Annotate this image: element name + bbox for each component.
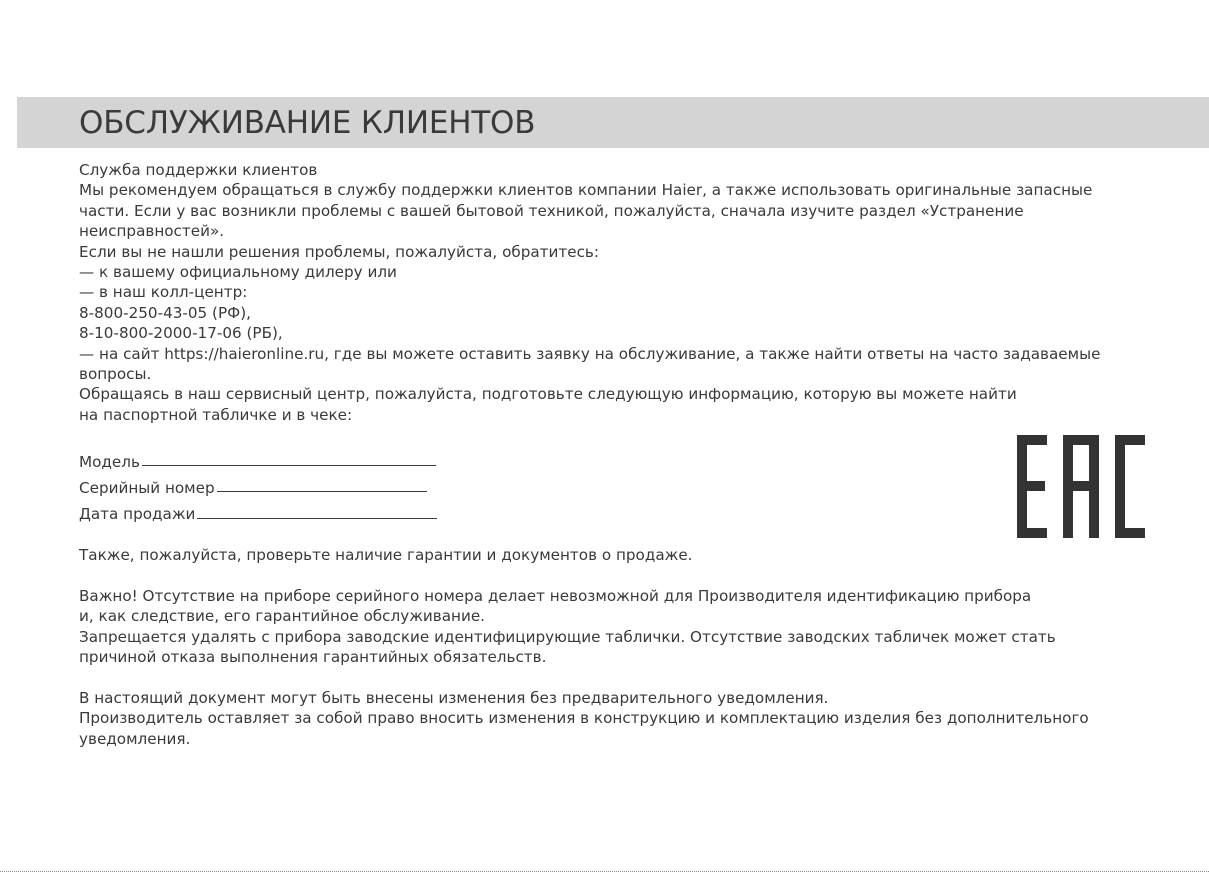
sale-date-fill-line: [197, 518, 437, 519]
model-fill-line: [142, 465, 436, 466]
important-note: Важно! Отсутствие на приборе серийного номера делает невозможной для Производителя идентификацию прибора и, как следствие, его гарантийное обслуживание.: [79, 587, 1032, 626]
eac-certification-mark-icon: [1017, 435, 1145, 538]
serial-label: Серийный номер: [79, 479, 215, 498]
recommendation-paragraph: Мы рекомендуем обращаться в службу поддержки клиентов компании Haier, а также использовать оригинальные запасные части. Если у вас возникли проблемы с вашей бытовой техникой, пожалуйста, сначала изучите раздел «Устранение неисправностей».: [79, 181, 1093, 241]
support-heading: Служба поддержки клиентов: [79, 161, 318, 179]
document-body: [79, 160, 1144, 749]
option-dealer: — к вашему официальному дилеру или: [79, 263, 397, 282]
phone-rf: 8-800-250-43-05 (РФ),: [79, 303, 251, 322]
serial-field-row: [79, 472, 1144, 498]
prepare-info-paragraph: Обращаясь в наш сервисный центр, пожалуйста, подготовьте следующую информацию, которую вы можете найти на паспортной табличке и в чеке:: [79, 385, 1017, 424]
model-label: Модель: [79, 452, 140, 471]
bottom-rule: [0, 871, 1209, 872]
option-website: — на сайт https://haieronline.ru, где вы можете оставить заявку на обслуживание, а также найти ответы на часто задаваемые вопросы.: [79, 344, 1101, 384]
page-title: ОБСЛУЖИВАНИЕ КЛИЕНТОВ: [79, 105, 536, 141]
plates-note: Запрещается удалять с прибора заводские идентифицирующие таблички. Отсутствие заводских табличек может стать причиной отказа выполнения гарантийных обязательств.: [79, 627, 1056, 667]
phone-rb: 8-10-800-2000-17-06 (РБ),: [79, 324, 283, 343]
changes-note: В настоящий документ могут быть внесены изменения без предварительного уведомления.: [79, 689, 829, 708]
contact-intro: Если вы не нашли решения проблемы, пожалуйста, обратитесь:: [79, 242, 600, 261]
model-field-row: [79, 446, 1144, 472]
info-fields: [79, 446, 1144, 525]
option-callcenter: — в наш колл-центр:: [79, 283, 248, 302]
sale-date-label: Дата продажи: [79, 505, 196, 524]
sale-date-field-row: [79, 498, 1144, 524]
serial-fill-line: [217, 491, 427, 492]
warranty-note: Также, пожалуйста, проверьте наличие гарантии и документов о продаже.: [79, 546, 693, 565]
manufacturer-rights-note: Производитель оставляет за собой право вносить изменения в конструкцию и комплектацию изделия без дополнительного уведомления.: [79, 709, 1089, 748]
